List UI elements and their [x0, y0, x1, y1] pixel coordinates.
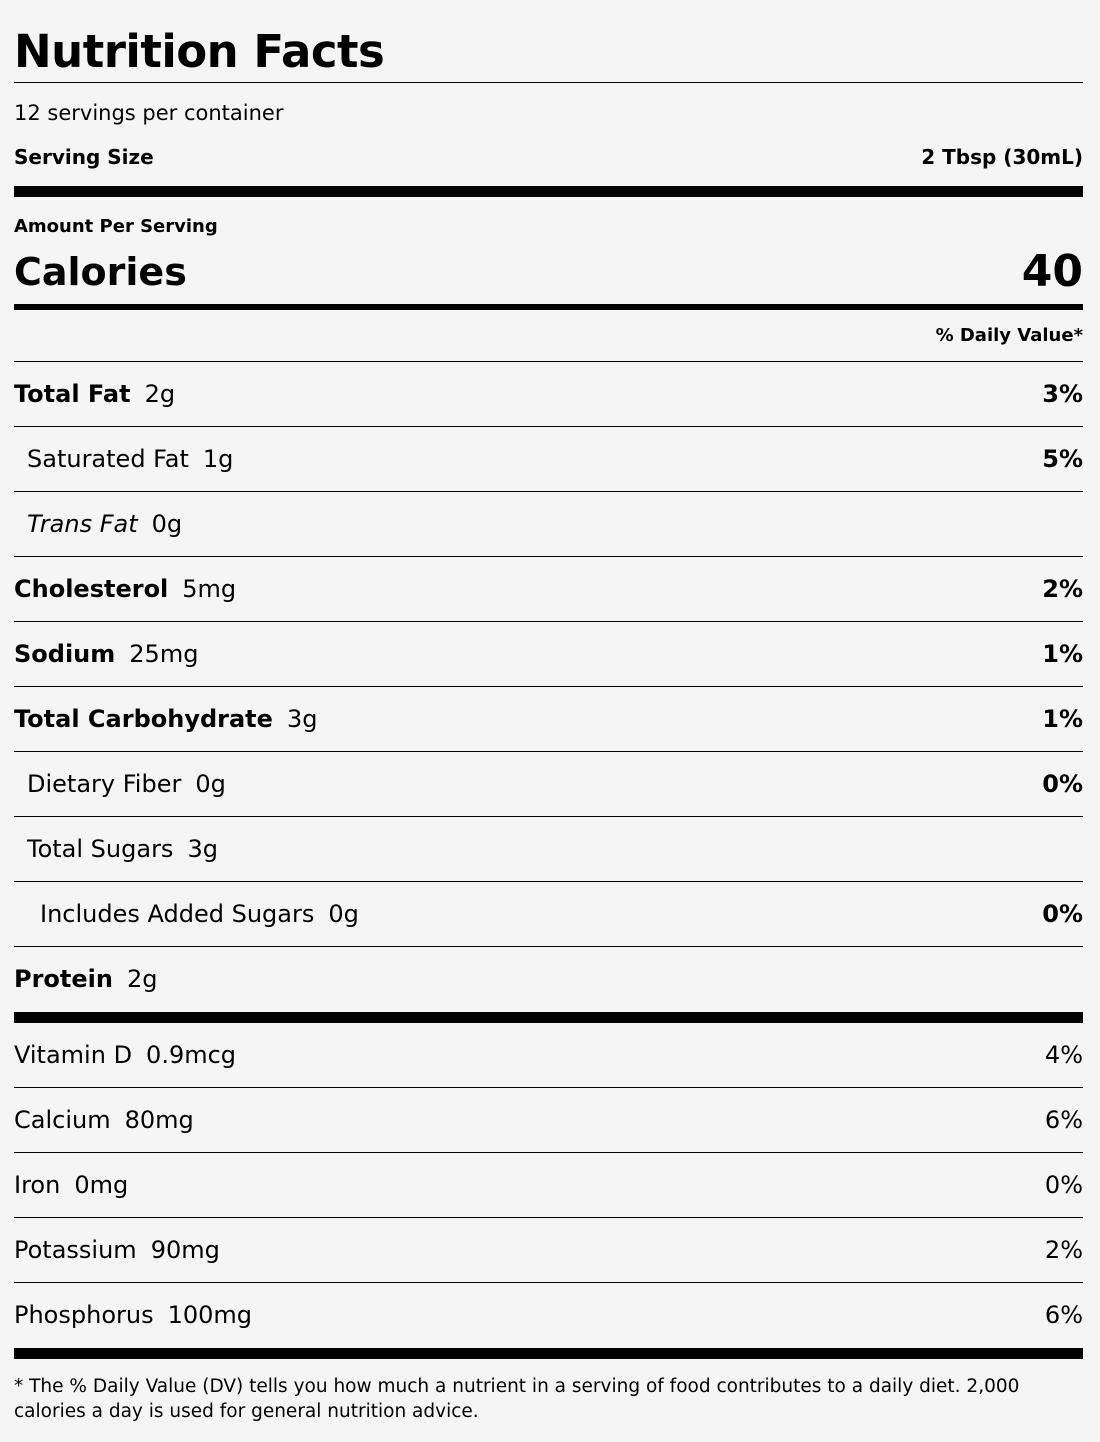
- vitamin-amount: 90mg: [150, 1236, 220, 1264]
- vitamin-list: [14, 1023, 1083, 1347]
- nutrient-name: Cholesterol: [14, 575, 169, 603]
- nutrient-daily-value: 0%: [1042, 900, 1083, 928]
- nutrient-row-total-carbohydrate: [14, 687, 1083, 752]
- nutrient-name: Saturated Fat: [27, 445, 189, 473]
- thick-divider: [14, 1348, 1083, 1359]
- vitamin-amount: 80mg: [124, 1106, 194, 1134]
- vitamin-row-calcium: [14, 1088, 1083, 1153]
- nutrient-row-trans-fat: [14, 492, 1083, 557]
- vitamin-name: Phosphorus: [14, 1301, 154, 1329]
- calories-row: [14, 246, 1083, 298]
- vitamin-daily-value: 0%: [1044, 1171, 1083, 1199]
- nutrient-name: Dietary Fiber: [27, 770, 182, 798]
- calories-label: Calories: [14, 250, 187, 294]
- nutrient-daily-value: 1%: [1042, 705, 1083, 733]
- nutrient-row-added-sugars: [14, 882, 1083, 947]
- nutrient-row-dietary-fiber: [14, 752, 1083, 817]
- thick-divider: [14, 1012, 1083, 1023]
- nutrient-daily-value: 0%: [1042, 770, 1083, 798]
- vitamin-name: Vitamin D: [14, 1041, 133, 1069]
- divider: [14, 82, 1083, 83]
- nutrient-name: Includes Added Sugars: [40, 900, 315, 928]
- nutrient-amount: 0g: [151, 510, 183, 538]
- vitamin-amount: 0.9mcg: [146, 1041, 237, 1069]
- nutrient-amount: 3g: [187, 835, 218, 863]
- amount-per-serving: Amount Per Serving: [14, 216, 218, 237]
- vitamin-row-potassium: [14, 1218, 1083, 1283]
- nutrient-amount: 5mg: [182, 575, 237, 603]
- nutrient-row-protein: [14, 947, 1083, 1011]
- daily-value-footnote: * The % Daily Value (DV) tells you how much a nutrient in a serving of food contributes to a daily diet. 2,000 calories a day is used for general nutrition advice.: [14, 1376, 1020, 1422]
- nutrient-amount: 3g: [286, 705, 318, 733]
- servings-per-container: 12 servings per container: [14, 101, 284, 125]
- calories-value: 40: [1021, 246, 1083, 297]
- nutrient-daily-value: 1%: [1042, 640, 1083, 668]
- nutrient-daily-value: 3%: [1042, 380, 1083, 408]
- thick-divider: [14, 186, 1083, 197]
- nutrient-row-cholesterol: [14, 557, 1083, 622]
- nutrient-row-sodium: [14, 622, 1083, 687]
- vitamin-amount: 0mg: [74, 1171, 129, 1199]
- vitamin-name: Iron: [14, 1171, 61, 1199]
- vitamin-name: Calcium: [14, 1106, 111, 1134]
- nutrient-name: Total Sugars: [27, 835, 174, 863]
- nutrient-amount: 0g: [328, 900, 359, 928]
- nutrient-daily-value: 5%: [1042, 445, 1083, 473]
- nutrient-name: Protein: [14, 965, 113, 993]
- nutrient-amount: 2g: [126, 965, 158, 993]
- serving-size-row: [14, 142, 1083, 172]
- nutrient-amount: 1g: [202, 445, 234, 473]
- vitamin-amount: 100mg: [167, 1301, 253, 1329]
- label-title: Nutrition Facts: [14, 25, 385, 78]
- nutrient-name: Sodium: [14, 640, 116, 668]
- nutrient-row-total-fat: [14, 362, 1083, 427]
- nutrient-amount: 25mg: [129, 640, 199, 668]
- nutrient-row-total-sugars: [14, 817, 1083, 882]
- nutrient-name: Trans Fat: [27, 510, 138, 538]
- vitamin-row-vitamin-d: [14, 1023, 1083, 1088]
- serving-size-value: 2 Tbsp (30mL): [921, 145, 1083, 169]
- vitamin-daily-value: 2%: [1044, 1236, 1083, 1264]
- nutrient-name: Total Carbohydrate: [14, 705, 273, 733]
- vitamin-name: Potassium: [14, 1236, 137, 1264]
- vitamin-daily-value: 6%: [1044, 1106, 1083, 1134]
- nutrient-amount: 2g: [144, 380, 176, 408]
- nutrition-facts-label: [14, 0, 1083, 1442]
- serving-size-label: Serving Size: [14, 145, 154, 169]
- nutrient-daily-value: 2%: [1042, 575, 1083, 603]
- nutrient-name: Total Fat: [14, 380, 131, 408]
- vitamin-daily-value: 6%: [1044, 1301, 1083, 1329]
- vitamin-daily-value: 4%: [1044, 1041, 1083, 1069]
- medium-divider: [14, 304, 1083, 310]
- daily-value-header: % Daily Value*: [935, 325, 1083, 346]
- vitamin-row-phosphorus: [14, 1283, 1083, 1347]
- vitamin-row-iron: [14, 1153, 1083, 1218]
- nutrient-list: [14, 362, 1083, 1011]
- nutrient-amount: 0g: [195, 770, 226, 798]
- nutrient-row-saturated-fat: [14, 427, 1083, 492]
